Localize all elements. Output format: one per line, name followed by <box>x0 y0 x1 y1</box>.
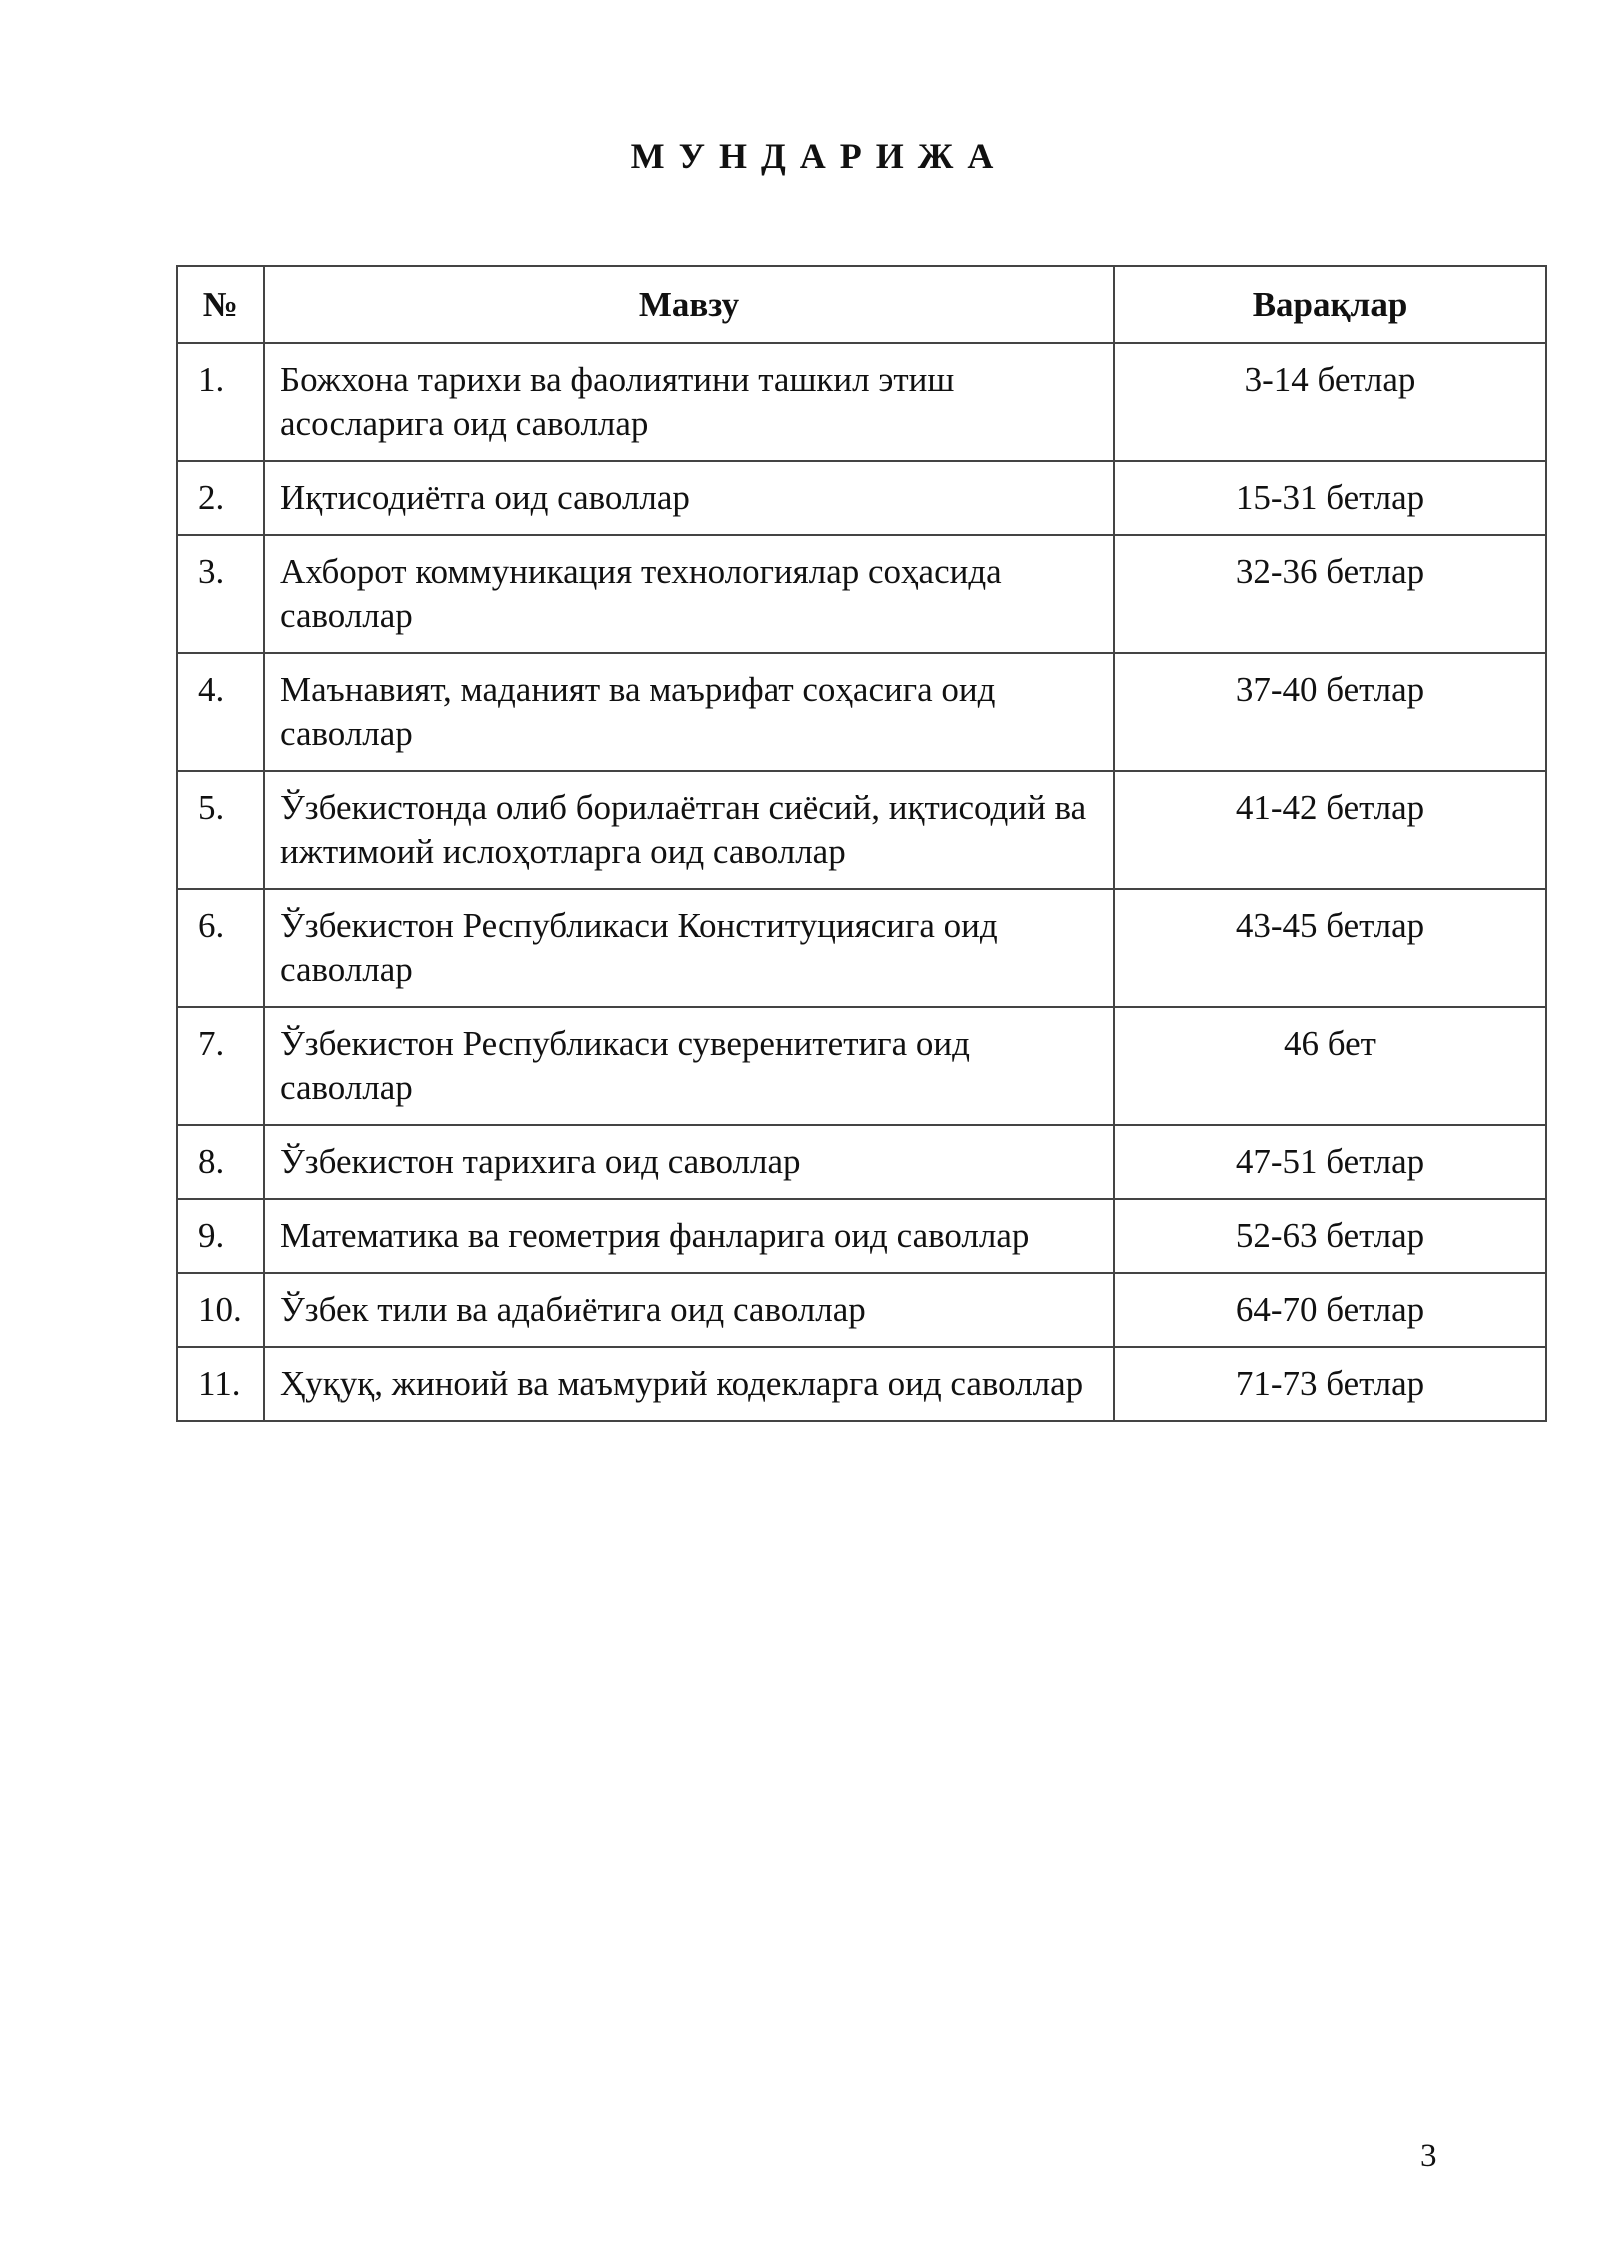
table-row <box>177 1125 1546 1199</box>
row-number: 3. <box>177 535 264 653</box>
row-number: 7. <box>177 1007 264 1125</box>
page-number: 3 <box>1420 2138 1437 2174</box>
header-number: № <box>177 266 264 343</box>
row-pages: 52-63 бетлар <box>1114 1199 1546 1273</box>
table-row <box>177 343 1546 461</box>
header-pages: Варақлар <box>1114 266 1546 343</box>
row-pages: 46 бет <box>1114 1007 1546 1125</box>
row-pages: 43-45 бетлар <box>1114 889 1546 1007</box>
row-pages: 41-42 бетлар <box>1114 771 1546 889</box>
row-pages: 32-36 бетлар <box>1114 535 1546 653</box>
row-pages: 3-14 бетлар <box>1114 343 1546 461</box>
table-row <box>177 1007 1546 1125</box>
row-pages: 64-70 бетлар <box>1114 1273 1546 1347</box>
row-pages: 37-40 бетлар <box>1114 653 1546 771</box>
row-number: 10. <box>177 1273 264 1347</box>
row-topic: Маънавият, маданият ва маърифат соҳасига оид саволлар <box>264 653 1114 771</box>
row-number: 6. <box>177 889 264 1007</box>
row-number: 2. <box>177 461 264 535</box>
row-topic: Ўзбекистон тарихига оид саволлар <box>264 1125 1114 1199</box>
row-pages: 71-73 бетлар <box>1114 1347 1546 1421</box>
table-header-row <box>177 266 1546 343</box>
row-topic: Ахборот коммуникация технологиялар соҳасида саволлар <box>264 535 1114 653</box>
row-number: 1. <box>177 343 264 461</box>
page-title: МУНДАРИЖА <box>630 136 1008 176</box>
row-pages: 15-31 бетлар <box>1114 461 1546 535</box>
row-pages: 47-51 бетлар <box>1114 1125 1546 1199</box>
row-topic: Математика ва геометрия фанларига оид саволлар <box>264 1199 1114 1273</box>
row-topic: Божхона тарихи ва фаолиятини ташкил этиш асосларига оид саволлар <box>264 343 1114 461</box>
row-number: 4. <box>177 653 264 771</box>
table-row <box>177 1199 1546 1273</box>
row-number: 11. <box>177 1347 264 1421</box>
row-topic: Ўзбекистон Республикаси суверенитетига оид саволлар <box>264 1007 1114 1125</box>
table-row <box>177 1347 1546 1421</box>
row-number: 8. <box>177 1125 264 1199</box>
row-topic: Ўзбекистон Республикаси Конституциясига оид саволлар <box>264 889 1114 1007</box>
contents-table <box>176 265 1547 1422</box>
table-row <box>177 653 1546 771</box>
row-topic: Ҳуқуқ, жиноий ва маъмурий кодекларга оид саволлар <box>264 1347 1114 1421</box>
row-topic: Иқтисодиётга оид саволлар <box>264 461 1114 535</box>
header-topic: Мавзу <box>264 266 1114 343</box>
table-row <box>177 535 1546 653</box>
row-number: 5. <box>177 771 264 889</box>
table-row <box>177 889 1546 1007</box>
row-topic: Ўзбекистонда олиб борилаётган сиёсий, иқтисодий ва ижтимоий ислоҳотларга оид саволлар <box>264 771 1114 889</box>
table-row <box>177 771 1546 889</box>
table-row <box>177 461 1546 535</box>
table-row <box>177 1273 1546 1347</box>
row-number: 9. <box>177 1199 264 1273</box>
row-topic: Ўзбек тили ва адабиётига оид саволлар <box>264 1273 1114 1347</box>
